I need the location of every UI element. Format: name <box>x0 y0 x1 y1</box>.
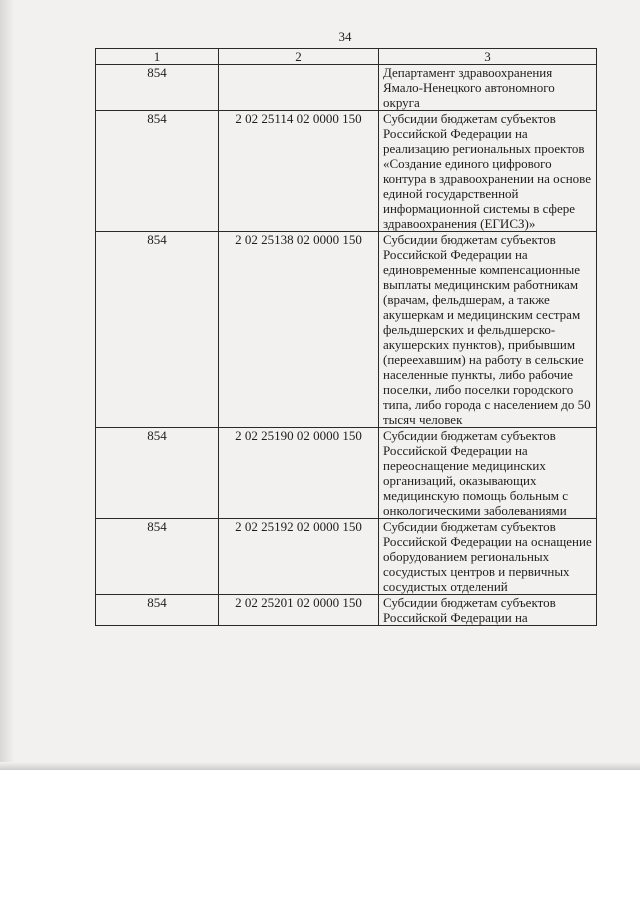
kbk-code-cell <box>219 65 379 111</box>
table-row <box>96 595 597 626</box>
table-row <box>96 65 597 111</box>
income-name-cell: Субсидии бюджетам субъектов Российской Федерации на реализацию региональных проектов «Создание единого цифрового контура в здравоохранении на основе единой государственной информационной системы в сфере здравоохранения (ЕГИСЗ)» <box>379 111 597 232</box>
table-row <box>96 232 597 428</box>
table-row <box>96 111 597 232</box>
scan-shadow-bottom <box>0 762 640 770</box>
kbk-code-cell: 2 02 25201 02 0000 150 <box>219 595 379 626</box>
income-name-cell: Департамент здравоохранения Ямало-Ненецкого автономного округа <box>379 65 597 111</box>
income-name-cell: Субсидии бюджетам субъектов Российской Федерации на единовременные компенсационные выплаты медицинским работникам (врачам, фельдшерам, а также акушеркам и медицинским сестрам фельдшерских и фельдшерско-акушерских пунктов), прибывшим (переехавшим) на работу в сельские населенные пункты, либо рабочие поселки, либо поселки городского типа, либо города с населением до 50 тысяч человек <box>379 232 597 428</box>
table-row <box>96 428 597 519</box>
income-name-cell: Субсидии бюджетам субъектов Российской Федерации на <box>379 595 597 626</box>
page-number: 34 <box>338 29 352 44</box>
admin-code-cell: 854 <box>96 232 219 428</box>
table-row <box>96 519 597 595</box>
scan-shadow-left <box>0 0 14 770</box>
admin-code-cell: 854 <box>96 65 219 111</box>
kbk-code-cell: 2 02 25192 02 0000 150 <box>219 519 379 595</box>
column-header-3: 3 <box>379 49 597 65</box>
column-header-1: 1 <box>96 49 219 65</box>
budget-classification-table <box>95 48 597 626</box>
admin-code-cell: 854 <box>96 595 219 626</box>
kbk-code-cell: 2 02 25190 02 0000 150 <box>219 428 379 519</box>
income-name-cell: Субсидии бюджетам субъектов Российской Федерации на оснащение оборудованием региональных сосудистых центров и первичных сосудистых отделений <box>379 519 597 595</box>
admin-code-cell: 854 <box>96 111 219 232</box>
table-header-row <box>96 49 597 65</box>
admin-code-cell: 854 <box>96 519 219 595</box>
admin-code-cell: 854 <box>96 428 219 519</box>
kbk-code-cell: 2 02 25114 02 0000 150 <box>219 111 379 232</box>
kbk-code-cell: 2 02 25138 02 0000 150 <box>219 232 379 428</box>
income-name-cell: Субсидии бюджетам субъектов Российской Федерации на переоснащение медицинских организаций, оказывающих медицинскую помощь больным с онкологическими заболеваниями <box>379 428 597 519</box>
column-header-2: 2 <box>219 49 379 65</box>
